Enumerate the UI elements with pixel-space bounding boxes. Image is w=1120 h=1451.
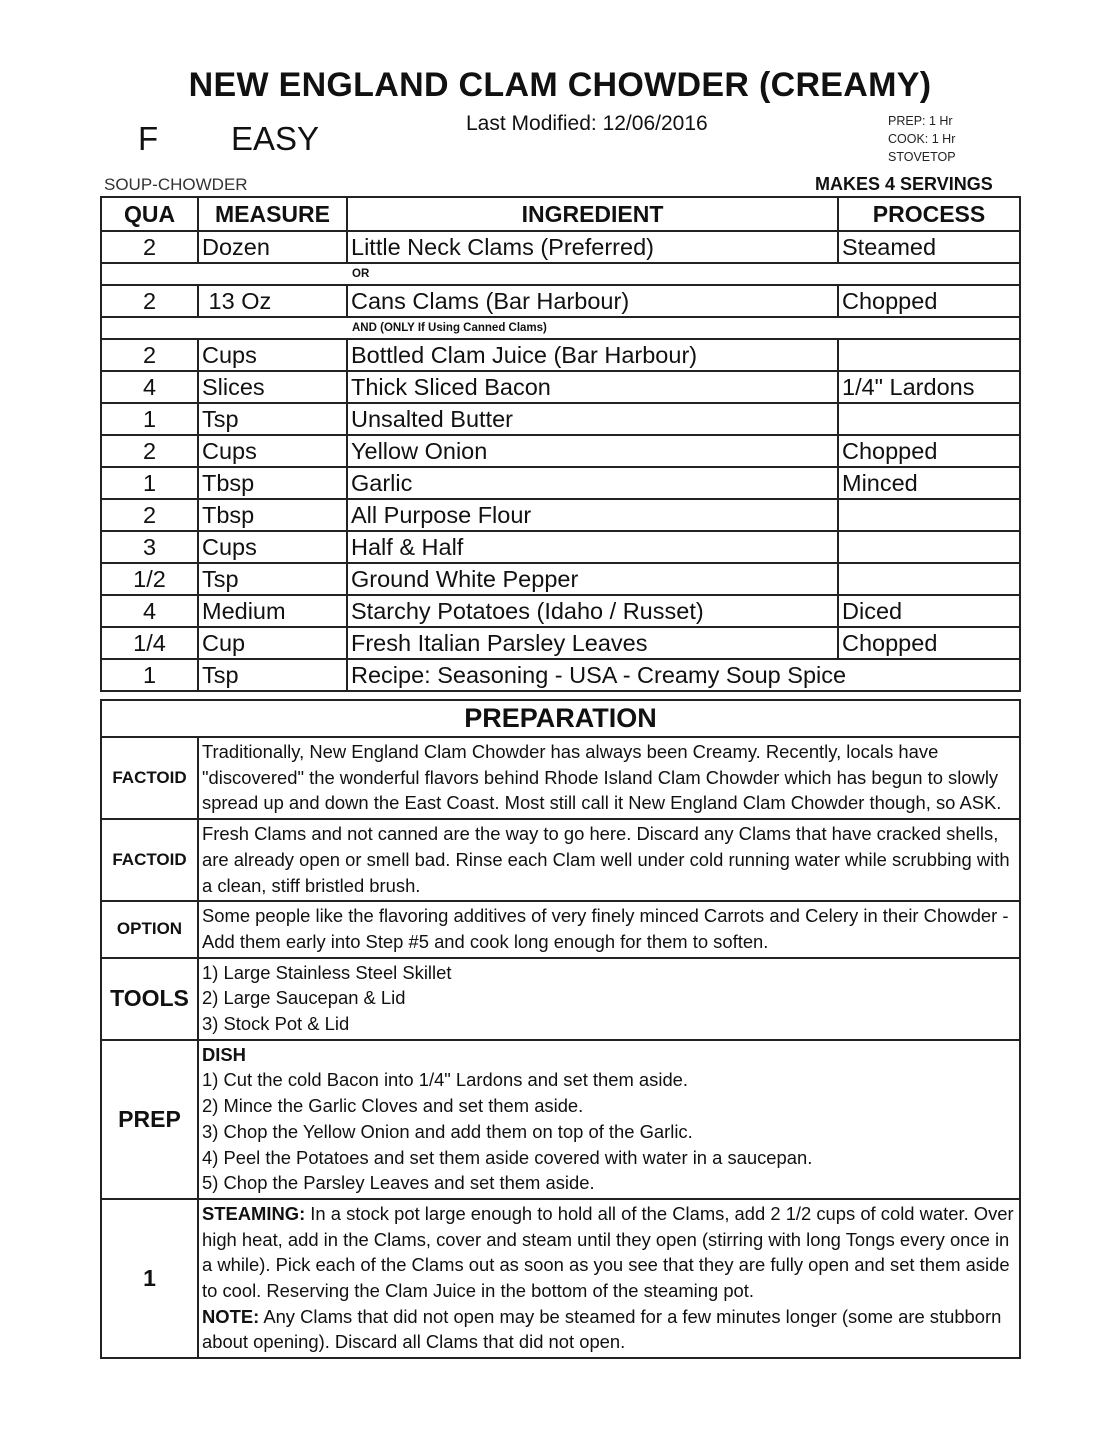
note-body: Any Clams that did not open may be steamed for a few minutes longer (some are stubborn about opening). Discard all Clams that did not open. [202, 1305, 1002, 1353]
ingredient-cell: Half & Half [347, 531, 838, 563]
qty-cell: 1 [101, 659, 198, 691]
ingredient-cell: Little Neck Clams (Preferred) [347, 231, 838, 263]
tools-row [101, 958, 1020, 1040]
servings-count: MAKES 4 SERVINGS [815, 174, 993, 194]
recipe-grade: F [138, 120, 159, 157]
step-row [101, 1199, 1020, 1358]
ingredient-cell: Recipe: Seasoning - USA - Creamy Soup Spice [347, 659, 1020, 691]
qty-cell: 1/4 [101, 627, 198, 659]
table-row [101, 435, 1020, 467]
table-row [101, 563, 1020, 595]
table-row [101, 467, 1020, 499]
process-cell [838, 339, 1020, 371]
preparation-table [100, 699, 1021, 1359]
table-row [101, 499, 1020, 531]
process-cell [838, 531, 1020, 563]
table-row [101, 285, 1020, 317]
table-note-row [101, 317, 1020, 339]
step-lead: STEAMING: [202, 1202, 306, 1224]
process-cell [838, 403, 1020, 435]
tools-list [198, 958, 1020, 1040]
tool-item: 1) Large Stainless Steel Skillet [202, 961, 452, 983]
column-header-process: PROCESS [838, 197, 1020, 231]
recipe-title: NEW ENGLAND CLAM CHOWDER (CREAMY) [188, 66, 932, 104]
ingredient-cell: Fresh Italian Parsley Leaves [347, 627, 838, 659]
measure-cell: 13 Oz [198, 285, 347, 317]
step-body: In a stock pot large enough to hold all of the Clams, add 2 1/2 cups of cold water. Over high heat, add in the Clams, cover and steam until they open (stirring with long Tongs every once in a while). Pick each of the Clams out as soon as you see that they are fully open and set them aside to cool. Reserving the Clam Juice in the bottom of the steaming pot. [202, 1202, 1014, 1302]
measure-cell: Tsp [198, 659, 347, 691]
qty-cell: 1 [101, 403, 198, 435]
tools-label: TOOLS [101, 958, 198, 1040]
process-cell: Chopped [838, 435, 1020, 467]
process-cell: Diced [838, 595, 1020, 627]
prep-step: 3) Chop the Yellow Onion and add them on top of the Garlic. [202, 1120, 693, 1142]
qty-cell: 2 [101, 231, 198, 263]
measure-cell: Tsp [198, 403, 347, 435]
prep-time: PREP: 1 Hr [888, 114, 953, 128]
table-note-row [101, 263, 1020, 285]
measure-cell: Cups [198, 531, 347, 563]
table-row [101, 339, 1020, 371]
qty-cell: 2 [101, 339, 198, 371]
step-number: 1 [101, 1199, 198, 1358]
option-row [101, 901, 1020, 957]
measure-cell: Dozen [198, 231, 347, 263]
prep-label: PREP [101, 1040, 198, 1199]
factoid-label: FACTOID [101, 737, 198, 819]
tool-item: 2) Large Saucepan & Lid [202, 987, 406, 1009]
measure-cell: Slices [198, 371, 347, 403]
measure-cell: Cups [198, 435, 347, 467]
ingredient-cell: Bottled Clam Juice (Bar Harbour) [347, 339, 838, 371]
measure-cell: Tbsp [198, 499, 347, 531]
prep-steps [198, 1040, 1020, 1199]
process-cell: Chopped [838, 285, 1020, 317]
tool-item: 3) Stock Pot & Lid [202, 1013, 350, 1035]
process-cell [838, 499, 1020, 531]
ingredients-table [100, 196, 1021, 692]
measure-cell: Cups [198, 339, 347, 371]
column-header-measure: MEASURE [198, 197, 347, 231]
measure-cell: Tsp [198, 563, 347, 595]
measure-cell: Medium [198, 595, 347, 627]
option-label: OPTION [101, 901, 198, 957]
qty-cell: 2 [101, 285, 198, 317]
ingredient-cell: Starchy Potatoes (Idaho / Russet) [347, 595, 838, 627]
process-cell: Minced [838, 467, 1020, 499]
cooking-method: STOVETOP [888, 150, 956, 164]
process-cell: 1/4" Lardons [838, 371, 1020, 403]
table-row [101, 231, 1020, 263]
process-cell: Steamed [838, 231, 1020, 263]
prep-step: 5) Chop the Parsley Leaves and set them aside. [202, 1172, 595, 1194]
column-header-quantity: QUA [101, 197, 198, 231]
qty-cell: 1/2 [101, 563, 198, 595]
ingredient-cell: Ground White Pepper [347, 563, 838, 595]
ingredient-cell: Garlic [347, 467, 838, 499]
prep-step: 1) Cut the cold Bacon into 1/4" Lardons and set them aside. [202, 1069, 689, 1091]
option-text: Some people like the flavoring additives of very finely minced Carrots and Celery in their Chowder - Add them early into Step #5 and cook long enough for them to soften. [198, 901, 1020, 957]
table-row [101, 371, 1020, 403]
qty-cell: 2 [101, 435, 198, 467]
ingredient-cell: All Purpose Flour [347, 499, 838, 531]
qty-cell: 4 [101, 595, 198, 627]
prep-step: 4) Peel the Potatoes and set them aside covered with water in a saucepan. [202, 1146, 813, 1168]
ingredient-cell: Yellow Onion [347, 435, 838, 467]
preparation-title: PREPARATION [101, 700, 1020, 737]
measure-cell: Cup [198, 627, 347, 659]
table-row [101, 595, 1020, 627]
process-cell: Chopped [838, 627, 1020, 659]
factoid-text: Fresh Clams and not canned are the way to go here. Discard any Clams that have cracked shells, are already open or smell bad. Rinse each Clam well under cold running water while scrubbing with a clean, stiff bristled brush. [198, 819, 1020, 901]
table-row [101, 659, 1020, 691]
last-modified-date: Last Modified: 12/06/2016 [466, 112, 708, 135]
prep-heading: DISH [202, 1043, 246, 1065]
note-canned-only: AND (ONLY If Using Canned Clams) [101, 317, 1020, 339]
process-cell [838, 563, 1020, 595]
qty-cell: 4 [101, 371, 198, 403]
timing-info [888, 112, 956, 166]
column-header-ingredient: INGREDIENT [347, 197, 838, 231]
factoid-row [101, 819, 1020, 901]
factoid-text: Traditionally, New England Clam Chowder has always been Creamy. Recently, locals have "discovered" the wonderful flavors behind Rhode Island Clam Chowder which has begun to slowly spread up and down the East Coast. Most still call it New England Clam Chowder though, so ASK. [198, 737, 1020, 819]
note-or: OR [101, 263, 1020, 285]
qty-cell: 1 [101, 467, 198, 499]
factoid-label: FACTOID [101, 819, 198, 901]
qty-cell: 3 [101, 531, 198, 563]
table-row [101, 627, 1020, 659]
step-text [198, 1199, 1020, 1358]
difficulty-level: EASY [231, 120, 320, 157]
ingredient-cell: Thick Sliced Bacon [347, 371, 838, 403]
table-header-row [101, 197, 1020, 231]
ingredient-cell: Cans Clams (Bar Harbour) [347, 285, 838, 317]
prep-step: 2) Mince the Garlic Cloves and set them aside. [202, 1095, 584, 1117]
table-row [101, 403, 1020, 435]
qty-cell: 2 [101, 499, 198, 531]
note-lead: NOTE: [202, 1305, 260, 1327]
measure-cell: Tbsp [198, 467, 347, 499]
recipe-category: SOUP-CHOWDER [104, 175, 248, 194]
prep-row [101, 1040, 1020, 1199]
ingredient-cell: Unsalted Butter [347, 403, 838, 435]
cook-time: COOK: 1 Hr [888, 132, 956, 146]
table-row [101, 531, 1020, 563]
factoid-row [101, 737, 1020, 819]
